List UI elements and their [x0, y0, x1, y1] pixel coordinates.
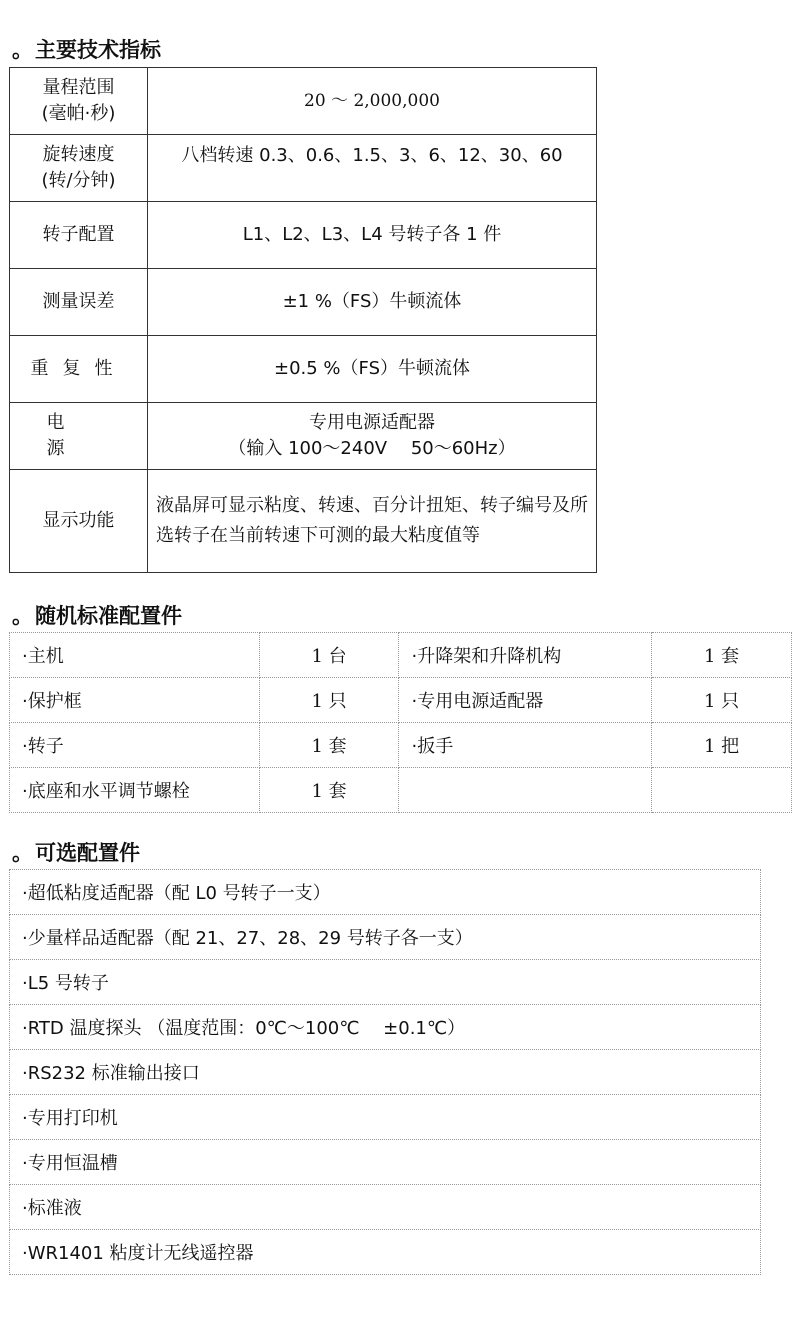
spec-value — [148, 68, 597, 135]
accessory-qty: 1 台 — [259, 633, 399, 678]
accessory-qty: 1 只 — [652, 678, 792, 723]
tech-specs-heading — [12, 36, 161, 64]
list-item — [10, 1050, 761, 1095]
table-row — [10, 633, 792, 678]
accessory-name: ·扳手 — [399, 723, 652, 768]
spec-value — [148, 403, 597, 470]
accessory-name — [399, 768, 652, 813]
spec-value-line: ±0.5 %（FS）牛顿流体 — [274, 358, 470, 379]
list-item — [10, 870, 761, 915]
optional-item: ·RS232 标准输出接口 — [10, 1050, 761, 1095]
spec-value — [148, 202, 597, 269]
spec-label-line: 显示功能 — [42, 510, 115, 531]
list-item — [10, 915, 761, 960]
optional-item: ·专用恒温槽 — [10, 1140, 761, 1185]
spec-label — [10, 202, 148, 269]
table-row — [10, 678, 792, 723]
spec-value-line: 液晶屏可显示粘度、转速、百分计扭矩、转子编号及所选转子在当前转速下可测的最大粘度值等 — [156, 495, 588, 546]
spec-label-line: (转/分钟) — [41, 170, 116, 191]
spec-label-line: 测量误差 — [42, 291, 115, 312]
spec-label — [10, 269, 148, 336]
accessory-name: ·专用电源适配器 — [399, 678, 652, 723]
list-item — [10, 1230, 761, 1275]
list-item — [10, 1005, 761, 1050]
spec-label — [10, 68, 148, 135]
spec-label-line: 旋转速度 — [42, 144, 115, 165]
optional-item: ·专用打印机 — [10, 1095, 761, 1140]
spec-row-range — [10, 68, 597, 135]
accessory-name: ·底座和水平调节螺栓 — [10, 768, 260, 813]
spec-label-line: 转子配置 — [42, 224, 115, 245]
optional-item: ·标准液 — [10, 1185, 761, 1230]
list-item — [10, 1140, 761, 1185]
spec-value-line: （输入 100～240V 50～60Hz） — [228, 438, 516, 459]
spec-label-line: (毫帕·秒) — [41, 103, 116, 124]
list-item — [10, 960, 761, 1005]
spec-value-line: 八档转速 0.3、0.6、1.5、3、6、12、30、60 — [181, 145, 563, 166]
spec-label — [10, 336, 148, 403]
accessory-name: ·保护框 — [10, 678, 260, 723]
list-item — [10, 1095, 761, 1140]
standard-accessories-heading — [12, 602, 182, 630]
spec-label-line: 重复性 — [30, 358, 127, 379]
spec-label-line: 量程范围 — [42, 77, 115, 98]
table-row — [10, 723, 792, 768]
spec-row-error — [10, 269, 597, 336]
spec-value — [148, 269, 597, 336]
spec-label — [10, 135, 148, 202]
accessory-qty: 1 套 — [259, 723, 399, 768]
heading-bullet: 。 — [12, 38, 33, 62]
accessory-name: ·升降架和升降机构 — [399, 633, 652, 678]
spec-label-line: 电源 — [46, 412, 111, 459]
optional-item: ·少量样品适配器（配 21、27、28、29 号转子各一支） — [10, 915, 761, 960]
optional-item: ·WR1401 粘度计无线遥控器 — [10, 1230, 761, 1275]
accessory-qty: 1 套 — [652, 633, 792, 678]
tech-specs-title: 主要技术指标 — [35, 38, 161, 62]
spec-row-speed — [10, 135, 597, 202]
spec-row-rotor — [10, 202, 597, 269]
spec-value — [148, 135, 597, 202]
spec-row-display — [10, 470, 597, 573]
accessory-qty: 1 套 — [259, 768, 399, 813]
spec-label — [10, 470, 148, 573]
accessory-qty: 1 把 — [652, 723, 792, 768]
tech-specs-table — [9, 67, 597, 573]
optional-item: ·RTD 温度探头 （温度范围：0℃～100℃ ±0.1℃） — [10, 1005, 761, 1050]
optional-item: ·超低粘度适配器（配 L0 号转子一支） — [10, 870, 761, 915]
spec-row-power — [10, 403, 597, 470]
standard-accessories-table — [9, 632, 792, 813]
table-row — [10, 768, 792, 813]
optional-accessories-heading — [12, 839, 140, 867]
spec-value-line: L1、L2、L3、L4 号转子各 1 件 — [242, 224, 502, 245]
spec-value-line: 20 ～ 2,000,000 — [304, 91, 440, 111]
accessory-name: ·转子 — [10, 723, 260, 768]
spec-value-line: 专用电源适配器 — [309, 412, 435, 433]
spec-value — [148, 336, 597, 403]
spec-value — [148, 470, 597, 573]
spec-label — [10, 403, 148, 470]
standard-accessories-title: 随机标准配置件 — [35, 604, 182, 628]
accessory-qty — [652, 768, 792, 813]
heading-bullet: 。 — [12, 841, 33, 865]
list-item — [10, 1185, 761, 1230]
heading-bullet: 。 — [12, 604, 33, 628]
optional-item: ·L5 号转子 — [10, 960, 761, 1005]
optional-accessories-title: 可选配置件 — [35, 841, 140, 865]
spec-row-repeatability — [10, 336, 597, 403]
accessory-name: ·主机 — [10, 633, 260, 678]
spec-value-line: ±1 %（FS）牛顿流体 — [282, 291, 462, 312]
optional-accessories-table — [9, 869, 761, 1275]
accessory-qty: 1 只 — [259, 678, 399, 723]
